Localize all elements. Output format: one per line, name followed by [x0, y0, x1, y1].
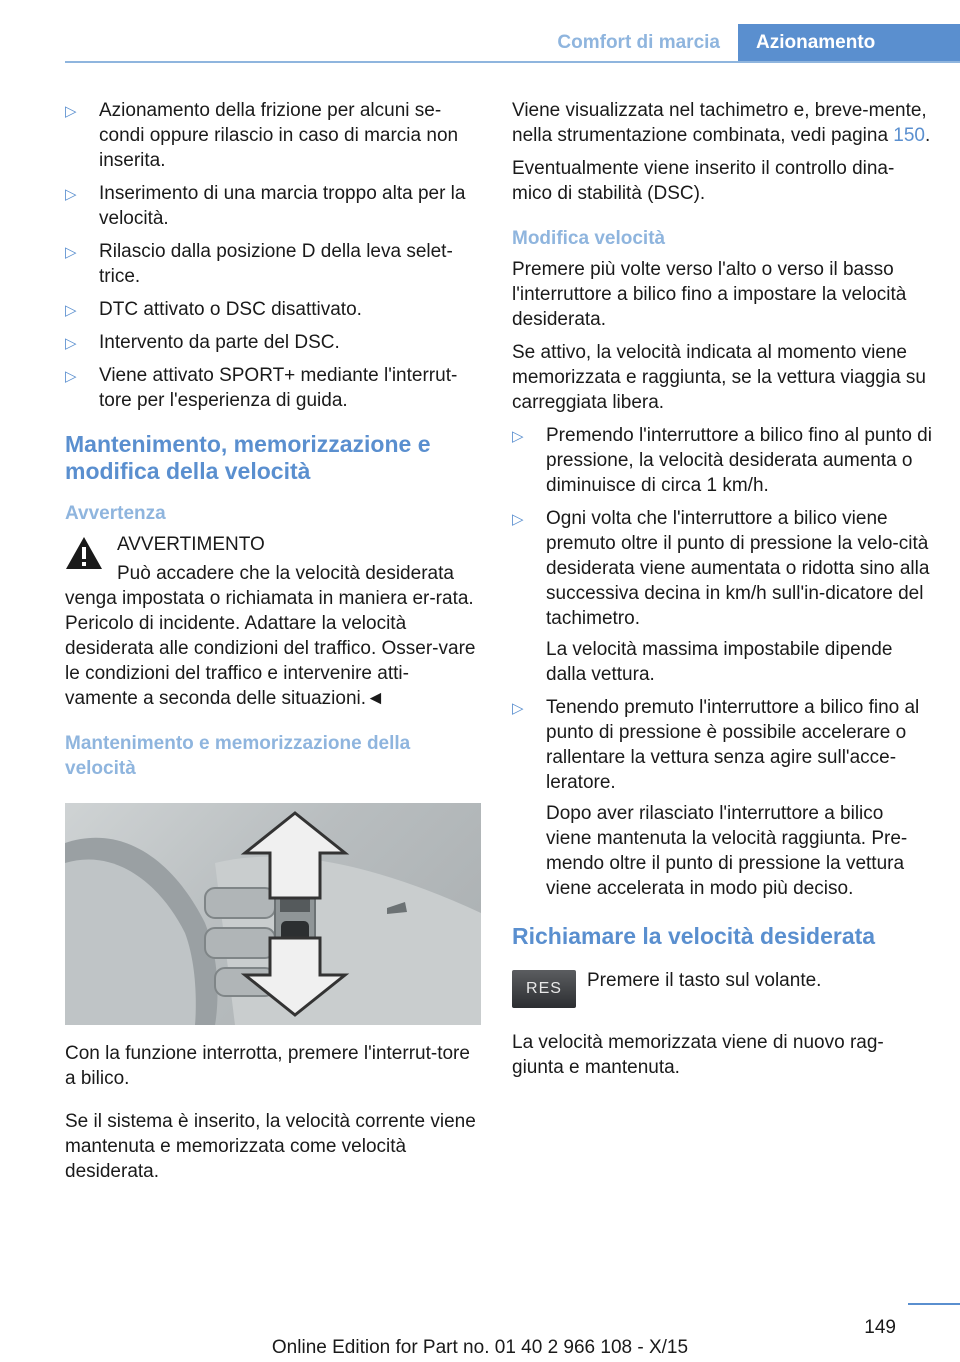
list-item: ▷ DTC attivato o DSC disattivato.	[65, 297, 481, 322]
warning-text: Può accadere che la velocità desiderata venga impostata o richiamata in maniera er-rata. Pericolo di incidente. Adattare la velocità desiderata alle condizioni del traffico. Osser-vare le condizioni del traffico e intervenire atti-vamente a seconda delle situazioni.◄	[65, 563, 476, 709]
triangle-right-icon: ▷	[512, 700, 524, 717]
warning-label: AVVERTIMENTO	[117, 534, 265, 555]
triangle-right-icon: ▷	[65, 335, 77, 352]
triangle-right-icon: ▷	[512, 428, 524, 445]
res-instruction: Premere il tasto sul volante.	[587, 970, 822, 991]
footer-edition: Online Edition for Part no. 01 40 2 966 108 - X/15	[271, 1337, 689, 1358]
paragraph-modify-1: Premere più volte verso l'alto o verso il basso l'interruttore a bilico fino a impostare la velocità desiderata.	[512, 259, 907, 330]
list-item: ▷ Viene attivato SPORT+ mediante l'interrut-tore per l'esperienza di guida.	[65, 365, 458, 411]
page-link-150[interactable]: 150	[893, 125, 925, 146]
right-column	[512, 98, 932, 1088]
steering-wheel-illustration	[65, 803, 481, 1025]
triangle-right-icon: ▷	[65, 302, 77, 319]
triangle-right-icon: ▷	[512, 511, 524, 528]
header-rule	[65, 61, 960, 63]
subheading-memorize: Mantenimento e memorizzazione della velocità	[65, 733, 411, 779]
warning-heading: Avvertenza	[65, 503, 166, 524]
list-item: ▷ Ogni volta che l'interruttore a bilico viene premuto oltre il punto di pressione la velo-cità desiderata viene aumentata o ridotta sino alla successiva decina in km/h sull'in-dicatore del tachimetro. La velocità massima impostabile dipende dalla vettura.	[512, 508, 930, 685]
footer-rule	[908, 1303, 960, 1305]
warning-block	[65, 532, 481, 711]
section-title: Mantenimento, memorizzazione e modifica della velocità	[65, 431, 431, 484]
steering-wheel-rocker-image	[65, 803, 481, 1025]
paragraph-inserted: Se il sistema è inserito, la velocità corrente viene mantenuta e memorizzata come velocità desiderata.	[65, 1111, 476, 1182]
triangle-right-icon: ▷	[65, 186, 77, 203]
paragraph-final: La velocità memorizzata viene di nuovo rag-giunta e mantenuta.	[512, 1032, 884, 1078]
paragraph-interrupted: Con la funzione interrotta, premere l'interrut-tore a bilico.	[65, 1043, 470, 1089]
warning-triangle-icon	[65, 536, 103, 570]
list-item: ▷ Intervento da parte del DSC.	[65, 330, 481, 355]
list-item: ▷ Inserimento di una marcia troppo alta per la velocità.	[65, 183, 466, 229]
list-item: ▷ Tenendo premuto l'interruttore a bilico fino al punto di pressione è possibile accelerare o rallentare la vettura senza agire sull'acce-leratore. Dopo aver rilasciato l'interruttore a bilico viene mantenuta la velocità raggiunta. Pre-mendo oltre il punto di pressione la vettura viene accelerata in modo più deciso.	[512, 697, 920, 899]
res-row	[512, 962, 932, 1010]
res-button[interactable]: RES	[512, 970, 576, 1008]
paragraph-modify-2: Se attivo, la velocità indicata al momento viene memorizzata e raggiunta, se la vettura viaggia su carreggiata libera.	[512, 342, 926, 413]
modify-list	[512, 423, 932, 901]
paragraph-dsc: Eventualmente viene inserito il controllo dina-mico di stabilità (DSC).	[512, 158, 895, 204]
paragraph-tachimetro: Viene visualizzata nel tachimetro e, breve-mente, nella strumentazione combinata, vedi pagina 150.	[512, 100, 931, 146]
list-item: ▷ Rilascio dalla posizione D della leva selet-trice.	[65, 241, 453, 287]
header-tab-comfort[interactable]: Comfort di marcia	[557, 32, 720, 53]
condition-list	[65, 98, 481, 413]
triangle-right-icon: ▷	[65, 368, 77, 385]
recall-heading: Richiamare la velocità desiderata	[512, 923, 876, 949]
list-item: ▷ Premendo l'interruttore a bilico fino al punto di pressione, la velocità desiderata aumenta o diminuisce di circa 1 km/h.	[512, 425, 932, 496]
triangle-right-icon: ▷	[65, 103, 77, 120]
triangle-right-icon: ▷	[65, 244, 77, 261]
page-number: 149	[864, 1317, 896, 1338]
modify-heading: Modifica velocità	[512, 228, 666, 249]
header-tab-azionamento[interactable]: Azionamento	[738, 24, 960, 63]
list-item: ▷ Azionamento della frizione per alcuni se-condi oppure rilascio in caso di marcia non inserita.	[65, 100, 459, 171]
left-column	[65, 98, 481, 1192]
